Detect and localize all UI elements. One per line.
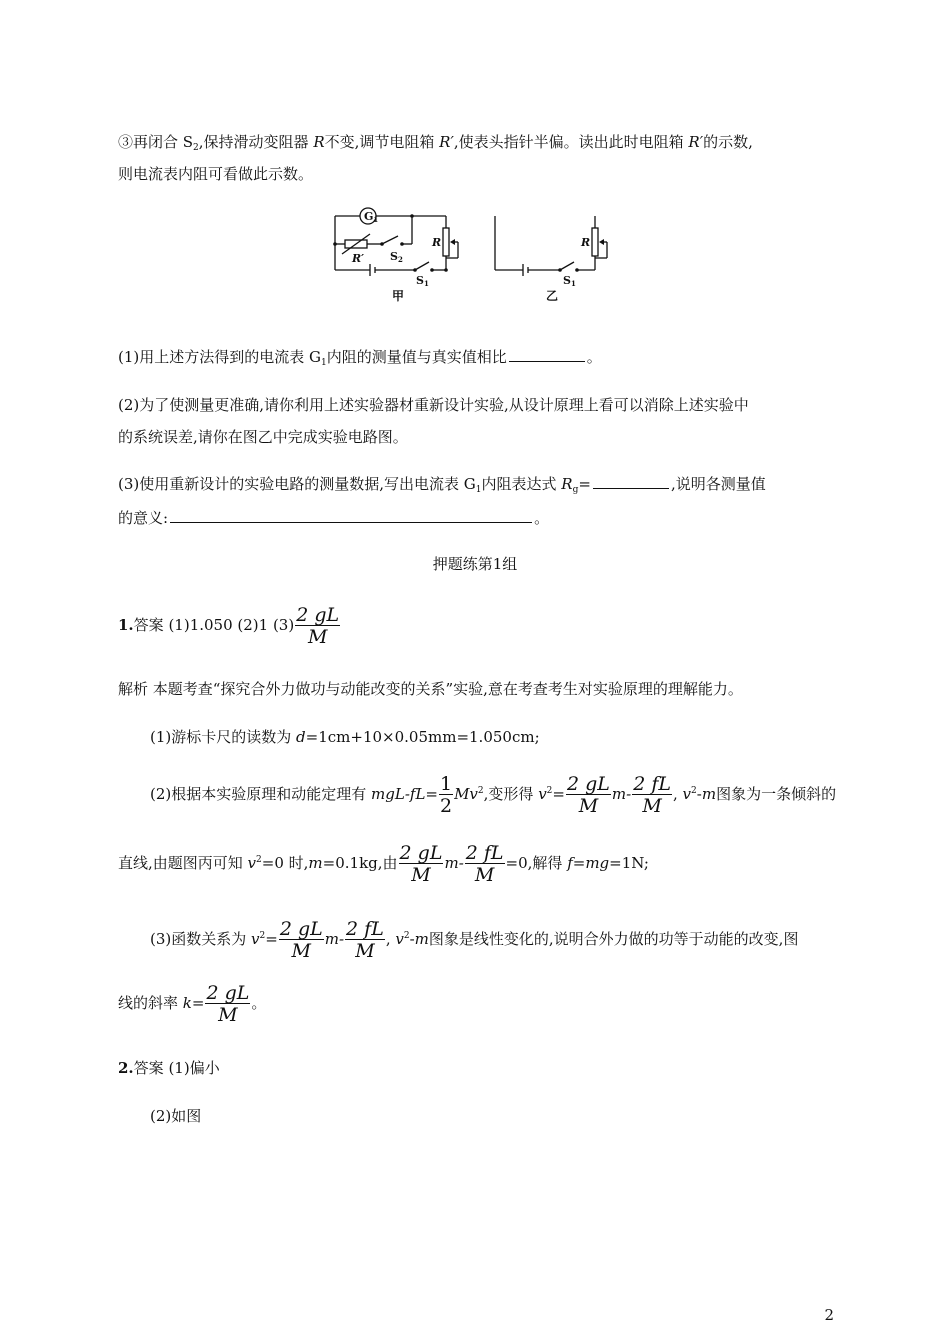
question-2-line2: 的系统误差,请你在图乙中完成实验电路图。 [118,428,408,446]
answer-1-head: 1.答案 (1)1.050 (2)1 (3) $\frac{2 gL}{M}$ [118,603,340,648]
g1-label: G1 [364,210,379,224]
step3-line2: 则电流表内阻可看做此示数。 [118,165,314,183]
answer-2-part2: (2)如图 [150,1107,202,1125]
page-number: 2 [824,1306,834,1324]
question-3-line1: (3)使用重新设计的实验电路的测量数据,写出电流表 $G_1$内阻表达式 $R_g=$ ,说明各测量值 [118,475,766,495]
caption-left: 甲 [392,289,405,303]
analysis-part1: (1)游标卡尺的读数为 d=1cm+10×0.05mm=1.050cm; [150,728,540,746]
rp-label: R′ [352,252,365,265]
question-2-line1: (2)为了使测量更准确,请你利用上述实验器材重新设计实验,从设计原理上看可以消除上述实验中 [118,396,749,414]
answer-2-head: 2.答案 (1)偏小 [118,1059,220,1077]
analysis-part3-line1: (3)函数关系为 $v^2=$ $\frac{2 gL}{M}$ m- $\frac{2 fL}{M}$ , $v^2-m$图象是线性变化的,说明合外力做的功等于动能的改变,图 [150,917,799,962]
question-3-line2: 的意义: 。 [118,509,550,527]
analysis-part2-line2: 直线,由题图丙可知 $v^2=0$ 时,m=0.1kg,由 $\frac{2 gL}{M}$ m- $\frac{2 fL}{M}$ =0,解得 f=mg=1N; [118,841,649,886]
step3-line1: ③再闭合 $S_2$,保持滑动变阻器 R不变,调节电阻箱 R′,使表头指针半偏。读出此时电阻箱 R′的示数, [118,133,753,153]
answer-blank-1[interactable] [509,346,585,362]
analysis-part3-line2: 线的斜率 k= $\frac{2 gL}{M}$ 。 [118,981,267,1026]
s1-label-right: S1 [563,274,576,288]
analysis-intro: 解析 本题考查“探究合外力做功与动能改变的关系”实验,意在考查考生对实验原理的理解能力。 [118,680,743,698]
circuit-figure [320,200,640,312]
section-title: 押题练第1组 [432,555,518,573]
analysis-part2-line1: (2)根据本实验原理和动能定理有 mgL-fL= $\frac{1}{2}$ Mv$^2$,变形得 $v^2=$ $\frac{2 gL}{M}$ m- $\frac{2 fL}{M}$ , $v^2-m$图象为一条倾斜的 [150,772,837,817]
s2-label: S2 [390,250,403,264]
fraction-2gL-M: $\frac{2 gL}{M}$ [296,603,340,648]
caption-right: 乙 [546,289,559,303]
r-label-left: R [432,236,442,249]
question-1: (1)用上述方法得到的电流表 $G_1$内阻的测量值与真实值相比 。 [118,348,602,368]
s1-label-left: S1 [416,274,429,288]
r-label-right: R [581,236,591,249]
answer-blank-rg[interactable] [593,473,669,489]
answer-blank-meaning[interactable] [170,507,532,523]
